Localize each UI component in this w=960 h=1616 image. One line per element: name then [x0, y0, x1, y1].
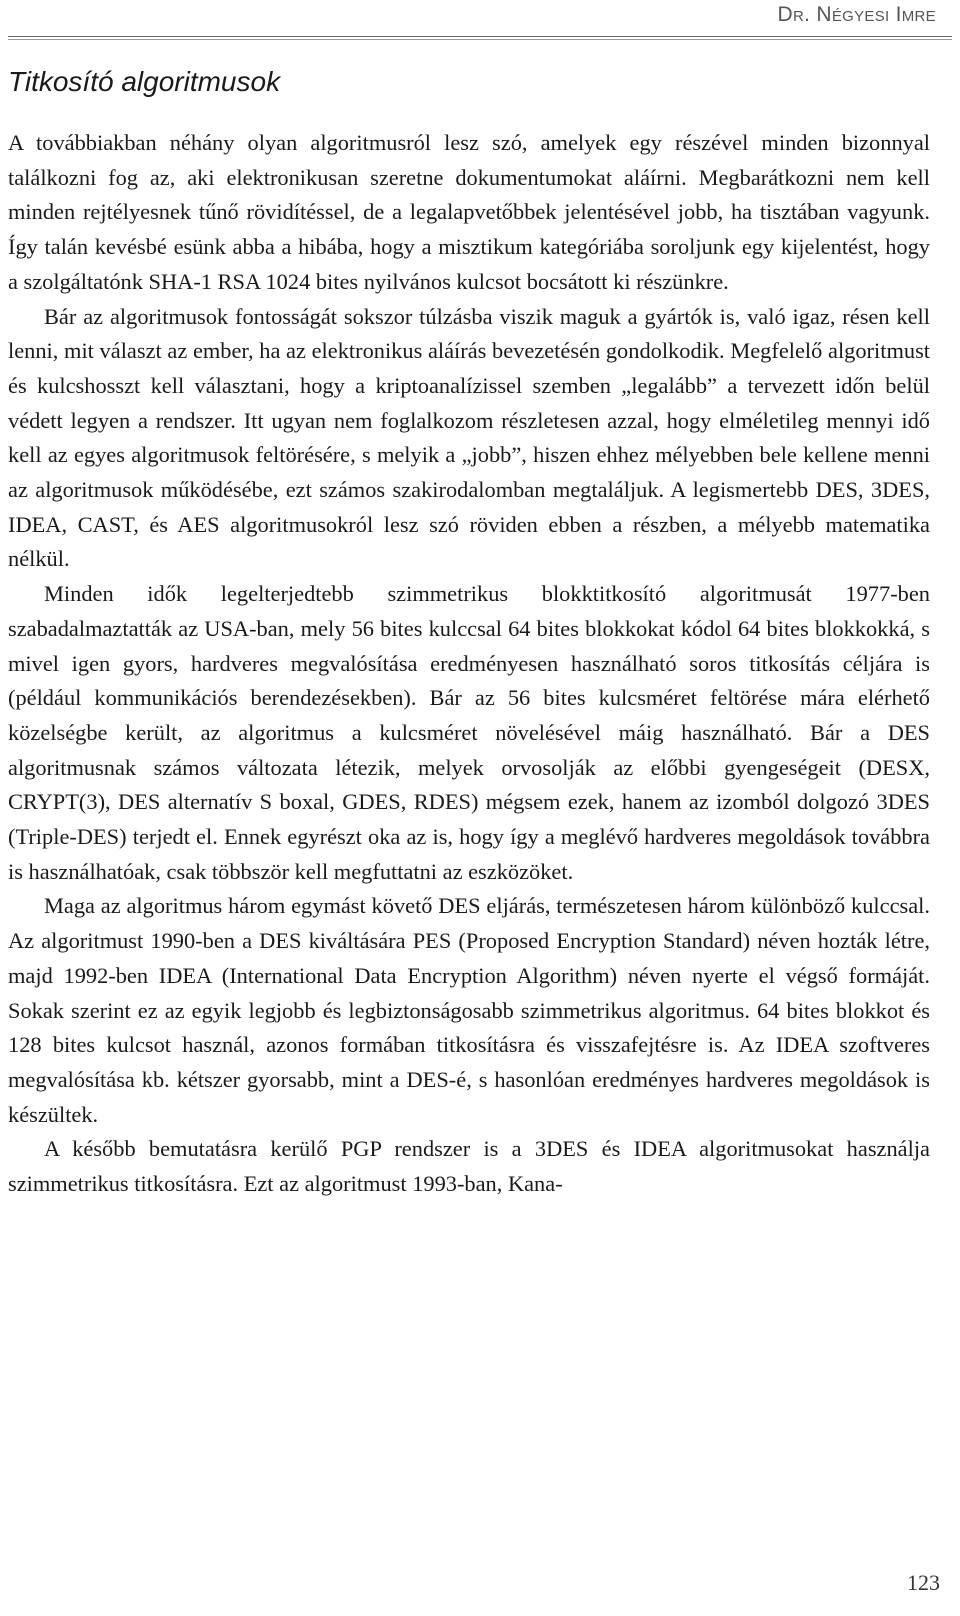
header-rule [8, 36, 952, 37]
paragraph-4: Maga az algoritmus három egymást követő DES eljárás, természetesen három különböző kulccsal. Az algoritmust 1990-ben a DES kiváltására PES (Proposed Encryption Standard) néven hozták létre, majd 1992-ben IDEA (International Data Encryption Algorithm) néven nyerte el végső formáját. Sokak szerint ez az egyik legjobb és legbiztonságosabb szimmetrikus algoritmus. 64 bites blokkot és 128 bites kulcsot használ, azonos formában titkosításra és visszafejtésre is. Az IDEA szoftveres megvalósítása kb. kétszer gyorsabb, mint a DES-é, s hasonlóan eredményes hardveres megoldások is készültek. [8, 893, 930, 1127]
paragraph-2: Bár az algoritmusok fontosságát sokszor túlzásba viszik maguk a gyártók is, való igaz, résen kell lenni, mit választ az ember, ha az elektronikus aláírás bevezetésén gondolkodik. Megfelelő algoritmust és kulcshosszt kell választani, hogy a kriptoanalízissel szemben „legalább” a tervezett időn belül védett legyen a rendszer. Itt ugyan nem foglalkozom részletesen azzal, hogy elméletileg mennyi idő kell az egyes algoritmusok feltörésére, s melyik a „jobb”, hiszen ehhez mélyebben bele kellene menni az algoritmusok működésébe, ezt számos szakirodalomban megtaláljuk. A legismertebb DES, 3DES, IDEA, CAST, és AES algoritmusokról lesz szó röviden ebben a részben, a mélyebb matematika nélkül. [8, 303, 930, 572]
section-title: Titkosító algoritmusok [8, 66, 281, 97]
paragraph-3: Minden idők legelterjedtebb szimmetrikus blokktitkosító algoritmusát 1977-ben szabadalmaztatták az USA-ban, mely 56 bites kulccsal 64 bites blokkokat kódol 64 bites blokkokká, s mivel igen gyors, hardveres megvalósítása eredményesen használható soros titkosítás céljára is (például kommunikációs berendezésekben). Bár az 56 bites kulcsméret feltörése mára elérhető közelségbe került, az algoritmus a kulcsméret növelésével máig használható. Bár a DES algoritmusnak számos változata létezik, melyek orvosolják az előbbi gyengeségeit (DESX, CRYPT(3), DES alternatív S boxal, GDES, RDES) mégsem ezek, hanem az izomból dolgozó 3DES (Triple-DES) terjedt el. Ennek egyrészt oka az is, hogy így a meglévő hardveres megoldások továbbra is használhatóak, csak többször kell megfuttatni az eszközöket. [8, 581, 930, 884]
body-text [8, 126, 930, 1202]
page-number: 123 [907, 1570, 940, 1595]
paragraph-5: A később bemutatásra kerülő PGP rendszer is a 3DES és IDEA algoritmusokat használja szimmetrikus titkosításra. Ezt az algoritmust 1993-ban, Kana- [8, 1136, 930, 1197]
header-rule-secondary [8, 39, 952, 40]
page-header [0, 0, 960, 40]
header-author: Dr. Négyesi Imre [777, 3, 936, 26]
paragraph-1: A továbbiakban néhány olyan algoritmusról lesz szó, amelyek egy részével minden bizonnyal találkozni fog az, aki elektronikusan szeretne dokumentumokat aláírni. Megbarátkozni nem kell minden rejtélyesnek tűnő rövidítéssel, de a legalapvetőbbek jelentésével jobb, ha tisztában vagyunk. Így talán kevésbé esünk abba a hibába, hogy a misztikum kategóriába soroljunk egy kijelentést, hogy a szolgáltatónk SHA-1 RSA 1024 bites nyilvános kulcsot bocsátott ki részünkre. [8, 130, 930, 294]
